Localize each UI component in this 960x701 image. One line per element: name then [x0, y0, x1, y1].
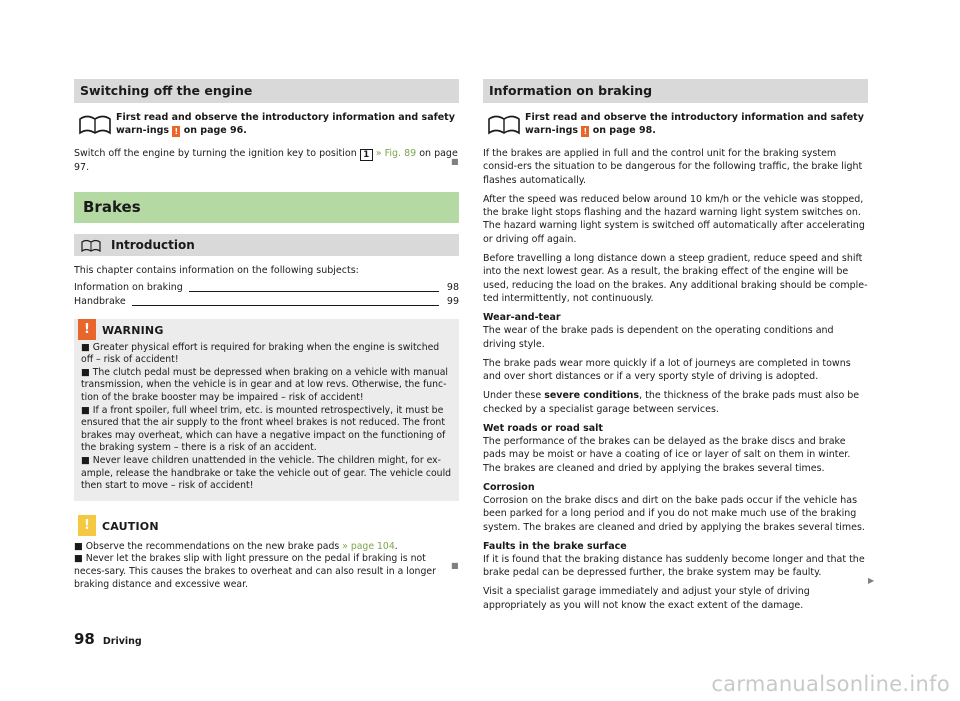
- page-number: 98: [74, 630, 95, 648]
- page-footer: [74, 630, 142, 648]
- caution-icon: !: [78, 515, 96, 536]
- paragraph: The wear of the brake pads is dependent on the operating conditions and driving style.: [483, 325, 834, 350]
- section-title-braking-info: Information on braking: [483, 79, 868, 103]
- switch-off-paragraph: Switch off the engine by turning the ignition key to position 1 » Fig. 89 on page 97.: [74, 148, 458, 173]
- subheading-wet-roads: Wet roads or road salt: [483, 423, 603, 435]
- paragraph: The brake pads wear more quickly if a lot of journeys are completed in towns and over short distances or if a very sporty style of driving is adopted.: [483, 357, 851, 383]
- paragraph: After the speed was reduced below around 10 km/h or the vehicle was stopped, the brake light stops flashing and the hazard warning light system switches on. The hazard warning light system is switched off automatically after accelerating or driving off again.: [483, 193, 865, 245]
- read-first-note: [74, 111, 459, 137]
- toc-entry[interactable]: Information on braking 98: [74, 281, 459, 293]
- warning-icon: !: [581, 126, 589, 137]
- note-text: First read and observe the introductory information and safety warn-ings: [116, 112, 455, 136]
- read-first-note: [483, 111, 868, 137]
- section-name: Driving: [102, 636, 142, 647]
- note-page-ref[interactable]: on page 96.: [183, 125, 247, 136]
- paragraph: Corrosion on the brake discs and dirt on the bake pads occur if the vehicle has been parked for a long period and if you do not make much use of the braking system. The brakes are cleaned and dried by applying the brakes several times.: [483, 494, 865, 533]
- warning-icon: !: [172, 126, 180, 137]
- paragraph: The performance of the brakes can be delayed as the brake discs and brake pads may be moist or have a coating of ice or layer of salt on them in winter. The brakes are cleaned and dried by applying the brakes several times.: [483, 436, 851, 474]
- toc-entry[interactable]: Handbrake 99: [74, 295, 459, 307]
- subheading-wear: Wear-and-tear: [483, 312, 561, 324]
- subheading-faults: Faults in the brake surface: [483, 540, 627, 552]
- introduction-text: This chapter contains information on the following subjects:: [74, 265, 359, 277]
- warning-item: ■ If a front spoiler, full wheel trim, etc. is mounted retrospectively, it must be ensured that the air supply to the front wheel brakes is not reduced. The front brakes may overheat, which can have a negative impact on the functioning of the braking system – there is a risk of an accident.: [81, 404, 446, 454]
- paragraph: Under these severe conditions, the thickness of the brake pads must also be checked by a specialist garage between services.: [483, 390, 860, 415]
- note-page-ref[interactable]: on page 98.: [592, 125, 656, 136]
- book-icon: [74, 113, 116, 135]
- paragraph: If it is found that the braking distance has suddenly become longer and that the brake pedal can be depressed further, the brake system may be faulty.: [483, 553, 865, 579]
- warning-box: [74, 319, 459, 501]
- note-text: First read and observe the introductory information and safety warn-ings: [525, 112, 864, 136]
- paragraph: If the brakes are applied in full and the control unit for the braking system consid-ers the situation to be dangerous for the following traffic, the brake light flashes automatically.: [483, 148, 863, 186]
- caution-body: [74, 541, 459, 591]
- warning-item: ■ Greater physical effort is required for braking when the engine is switched off – risk of accident!: [81, 341, 440, 366]
- book-icon: [81, 239, 101, 252]
- caution-heading: [74, 515, 459, 539]
- paragraph: Before travelling a long distance down a steep gradient, reduce speed and shift into the next lowest gear. As a result, the braking effect of the engine will be used, reducing the load on the brakes. Any additional braking should be comple-ted intermittently, not continuously.: [483, 253, 868, 304]
- right-column: [483, 79, 868, 612]
- section-end-mark: ■: [451, 561, 459, 570]
- left-column: [74, 79, 459, 591]
- caution-title: CAUTION: [102, 519, 159, 533]
- warning-item: ■ The clutch pedal must be depressed when braking on a vehicle with manual transmission, when the vehicle is in gear and at low revs. Otherwise, the func-tion of the brake booster may be impaired – risk of accident!: [81, 366, 448, 403]
- warning-icon: !: [78, 319, 96, 340]
- subheading-corrosion: Corrosion: [483, 481, 535, 493]
- book-icon: [483, 113, 525, 135]
- section-end-mark: ■: [451, 157, 459, 166]
- continue-arrow-icon: ▶: [868, 576, 875, 585]
- introduction-title: Introduction: [111, 238, 195, 253]
- caution-item: ■ Observe the recommendations on the new brake pads » page 104.: [74, 540, 398, 552]
- paragraph: Visit a specialist garage immediately and adjust your style of driving appropriately as you will not know the exact extent of the damage.: [483, 586, 810, 611]
- warning-title: WARNING: [102, 323, 164, 337]
- section-title-switching-off: Switching off the engine: [74, 79, 459, 103]
- chapter-title-brakes: Brakes: [74, 192, 459, 223]
- watermark: carmanualsonline.info: [711, 672, 950, 696]
- caution-item: ■ Never let the brakes slip with light pressure on the pedal if braking is not neces-sary. This causes the brakes to overheat and can also result in a longer braking distance and excessive wear.: [74, 553, 436, 590]
- fig-link[interactable]: » Fig. 89: [375, 148, 417, 159]
- ignition-position-box: 1: [360, 149, 373, 161]
- warning-item: ■ Never leave children unattended in the vehicle. The children might, for ex-ample, release the handbrake or take the vehicle out of gear. The vehicle could then start to move – risk of accident!: [81, 454, 452, 492]
- table-of-contents: [74, 281, 459, 309]
- page-link[interactable]: » page 104: [342, 540, 395, 552]
- introduction-heading: [74, 234, 459, 256]
